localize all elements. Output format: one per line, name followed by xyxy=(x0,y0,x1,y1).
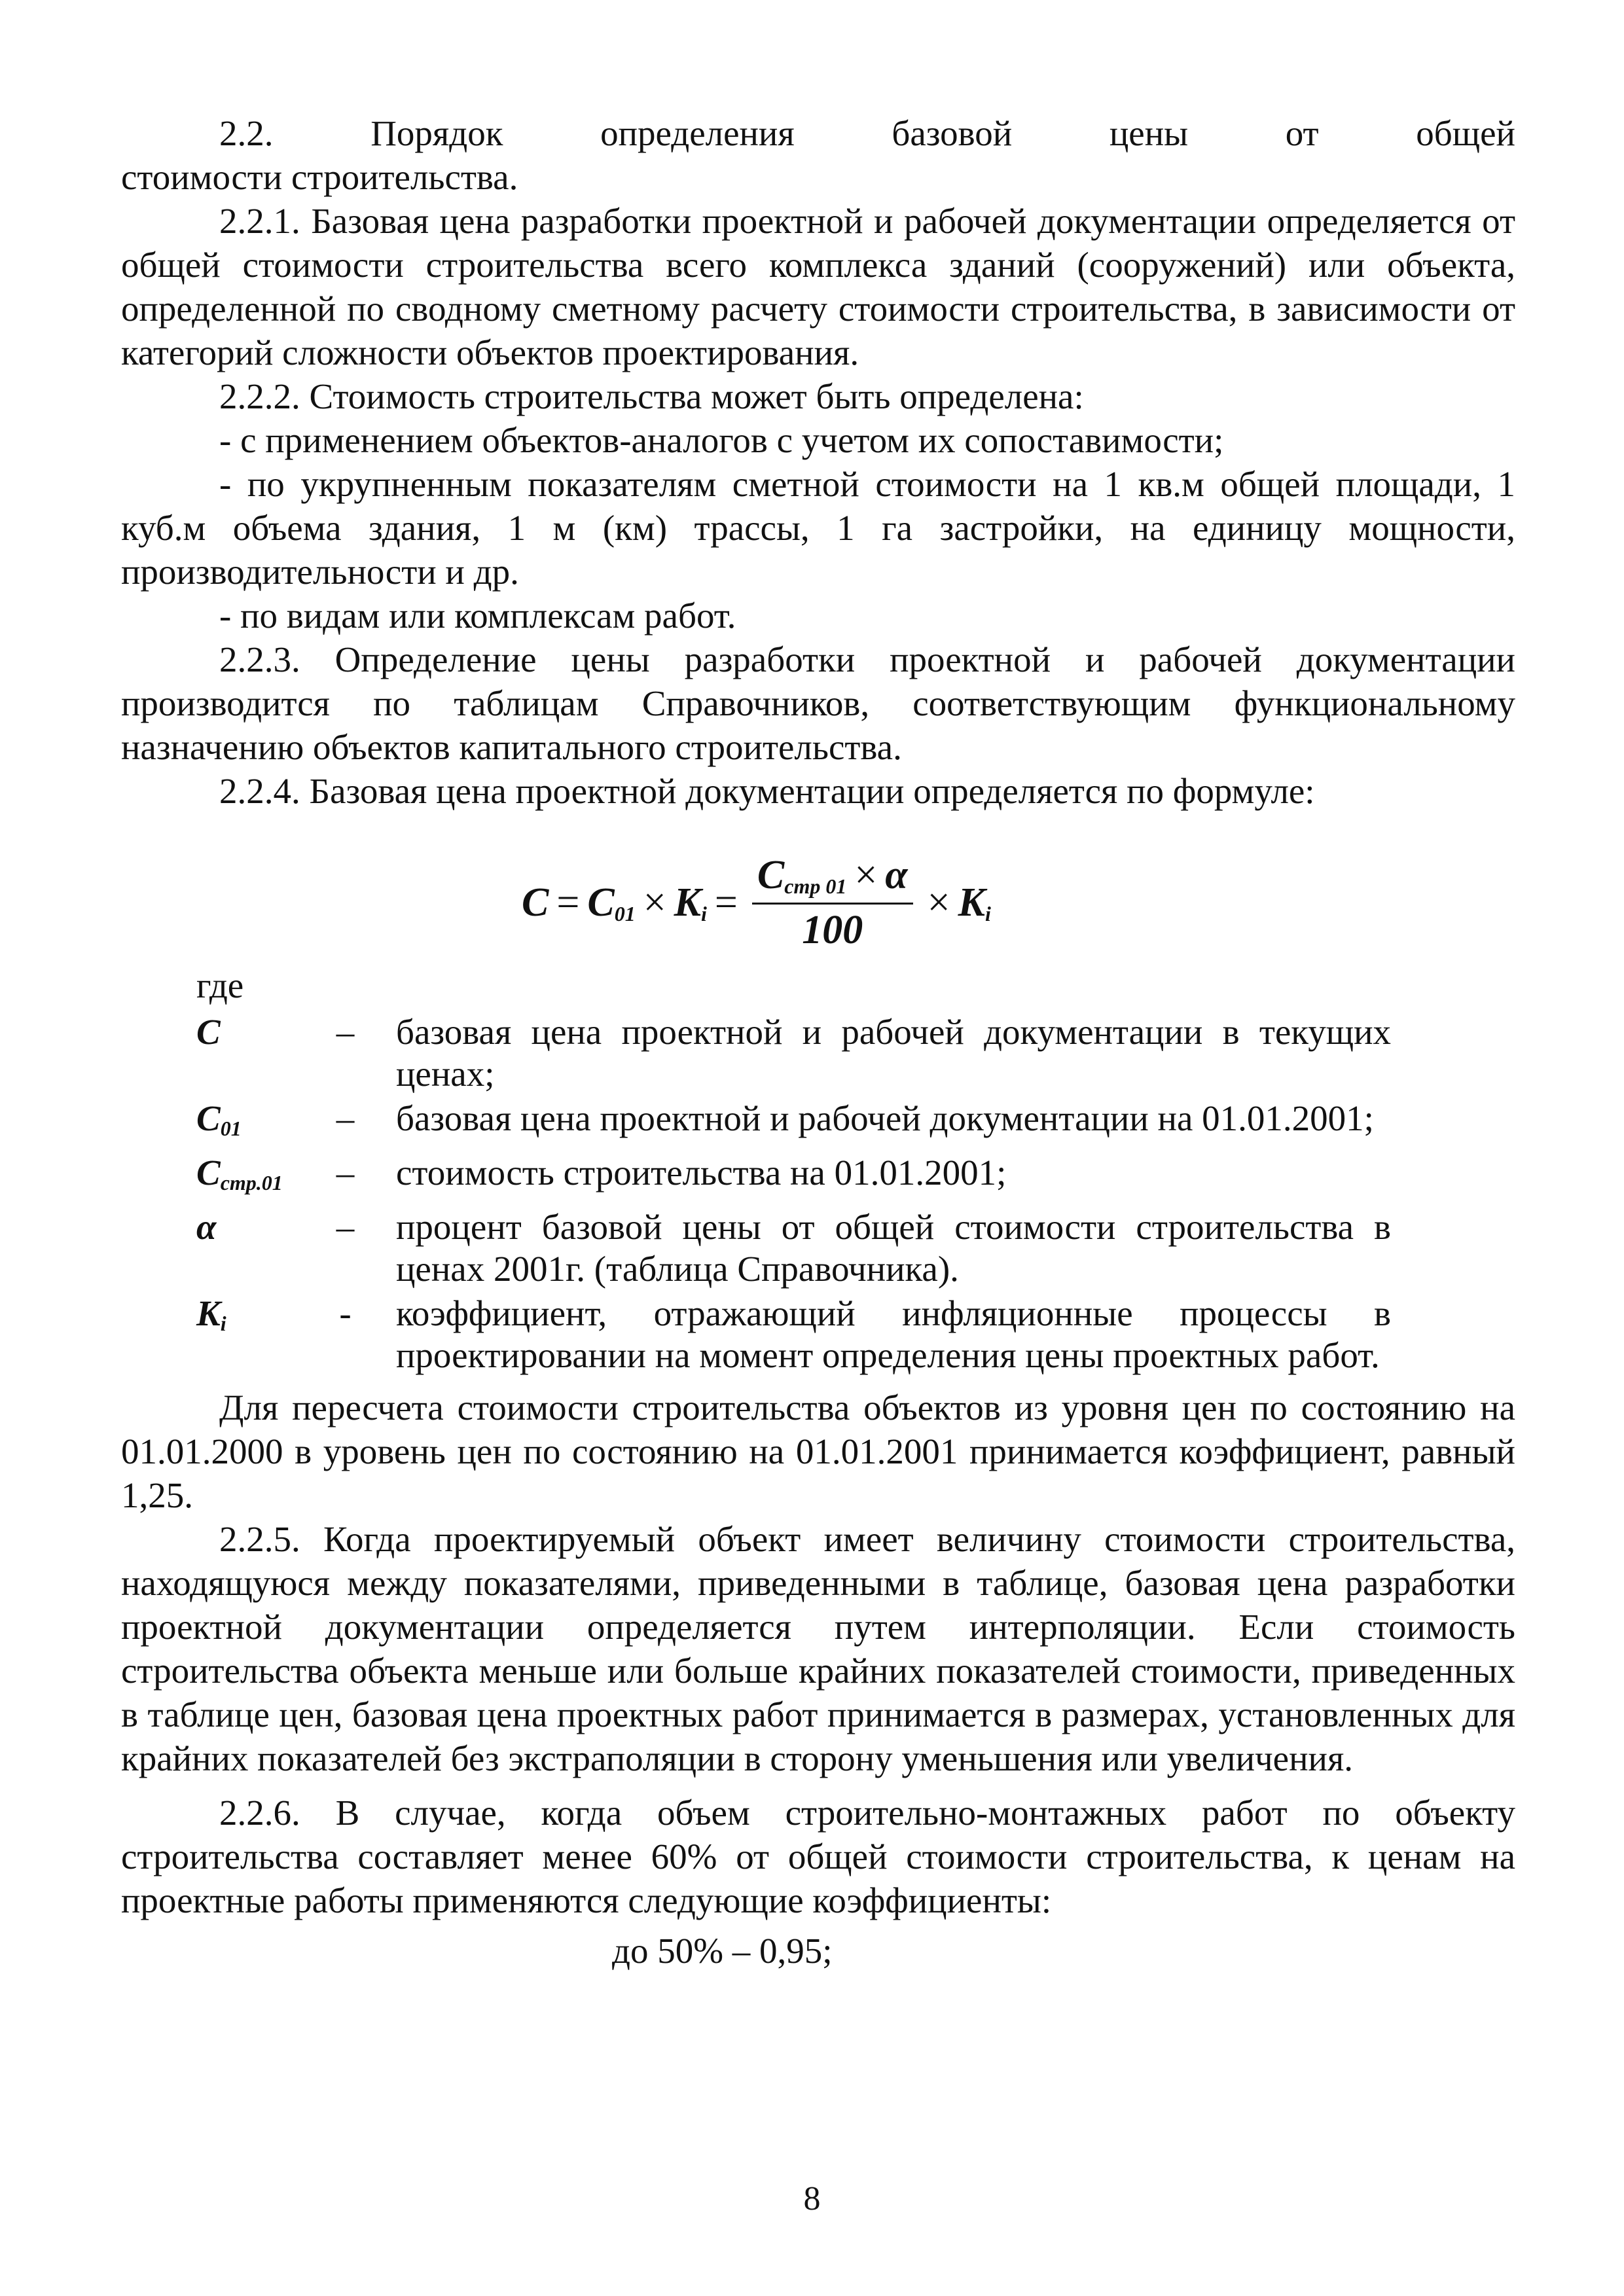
formula-equals: = xyxy=(556,880,580,925)
formula-c: C xyxy=(522,880,549,925)
formula-fraction xyxy=(752,852,913,954)
formula-c01: $C_{01}$ xyxy=(587,880,636,925)
definition-dash: – xyxy=(336,1207,355,1247)
definition-dash: – xyxy=(336,1012,355,1052)
definition-row xyxy=(121,1206,1515,1290)
paragraph-2-2-3: 2.2.3. Определение цены разработки проектной и рабочей документации производится по таблицам Справочников, соответствующим функциональному назначению объектов капитального строительства. xyxy=(121,639,1515,767)
list-item-analogs: - с применением объектов-аналогов с учетом их сопоставимости; xyxy=(219,420,1224,460)
definition-row xyxy=(121,1293,1515,1376)
definition-row xyxy=(121,1152,1515,1204)
heading-word: базовой xyxy=(892,113,1013,153)
price-formula xyxy=(522,852,991,954)
definition-dash: – xyxy=(336,1098,355,1138)
heading-word: определения xyxy=(600,113,795,153)
paragraph-recalc: Для пересчета стоимости строительства объектов из уровня цен по состоянию на 01.01.2000 в уровень цен по состоянию на 01.01.2001 принимается коэффициент, равный 1,25. xyxy=(121,1388,1515,1515)
definition-symbol: C xyxy=(196,1012,221,1052)
fraction-numerator: $C_{стр 01} \times \alpha$ xyxy=(752,852,913,905)
formula-equals: = xyxy=(714,880,738,925)
definition-symbol: $K_i$ xyxy=(196,1293,226,1335)
paragraph-2-2-5: 2.2.5. Когда проектируемый объект имеет величину стоимости строительства, находящуюся между показателями, приведенными в таблице, базовая цена разработки проектной документации определяется путем интерполяции. Если стоимость строительства объекта меньше или больше крайних показателей стоимости, приведенных в таблице цен, базовая цена проектных работ принимается в размерах, установленных для крайних показателей без экстраполяции в сторону уменьшения или увеличения. xyxy=(121,1519,1515,1778)
definition-text: стоимость строительства на 01.01.2001; xyxy=(396,1153,1007,1193)
list-item-indicators: - по укрупненным показателям сметной стоимости на 1 кв.м общей площади, 1 куб.м объема здания, 1 м (км) трассы, 1 га застройки, на единицу мощности, производительности и др. xyxy=(121,464,1515,592)
definition-dash: – xyxy=(336,1153,355,1193)
formula-times: × xyxy=(927,880,950,925)
paragraph-2-2-1: 2.2.1. Базовая цена разработки проектной и рабочей документации определяется от общей стоимости строительства всего комплекса зданий (сооружений) или объекта, определенной по сводному сметному расчету стоимости строительства, в зависимости от категорий сложности объектов проектирования. xyxy=(121,201,1515,372)
paragraph-2-2-6: 2.2.6. В случае, когда объем строительно-монтажных работ по объекту строительства составляет менее 60% от общей стоимости строительства, к ценам на проектные работы применяются следующие коэффициенты: xyxy=(121,1793,1515,1920)
heading-word: Порядок xyxy=(370,113,503,153)
document-page xyxy=(121,111,1515,1973)
definition-text: базовая цена проектной и рабочей документации в текущих ценах; xyxy=(396,1012,1391,1094)
where-label: где xyxy=(196,965,244,1005)
heading-line-2: стоимости строительства. xyxy=(121,157,518,197)
definition-symbol: α xyxy=(196,1207,217,1247)
definition-symbol: $C_{стр.01}$ xyxy=(196,1153,283,1194)
definitions-list xyxy=(121,1011,1515,1376)
formula-ki: $K_i$ xyxy=(958,880,991,925)
coefficient-line: до 50% – 0,95; xyxy=(612,1931,833,1971)
page-number: 8 xyxy=(803,2180,821,2217)
definition-symbol: $C_{01}$ xyxy=(196,1098,242,1140)
section-heading xyxy=(121,111,1515,155)
formula-block xyxy=(121,852,1515,950)
list-item-works: - по видам или комплексам работ. xyxy=(219,596,736,636)
heading-word: от xyxy=(1285,113,1319,153)
paragraph-2-2-2: 2.2.2. Стоимость строительства может быть определена: xyxy=(219,376,1084,416)
paragraph-2-2-4: 2.2.4. Базовая цена проектной документации определяется по формуле: xyxy=(219,771,1315,811)
definition-text: коэффициент, отражающий инфляционные процессы в проектировании на момент определения цены проектных работ. xyxy=(396,1293,1391,1375)
definition-text: процент базовой цены от общей стоимости строительства в ценах 2001г. (таблица Справочника). xyxy=(396,1207,1391,1289)
formula-ki: $K_i$ xyxy=(674,880,707,925)
heading-word: 2.2. xyxy=(219,113,274,153)
definition-row xyxy=(121,1011,1515,1095)
fraction-denominator: 100 xyxy=(802,908,863,952)
definition-row xyxy=(121,1098,1515,1149)
heading-word: общей xyxy=(1416,113,1515,153)
definition-dash: - xyxy=(339,1293,352,1333)
definition-text: базовая цена проектной и рабочей документации на 01.01.2001; xyxy=(396,1098,1374,1138)
heading-word: цены xyxy=(1109,113,1189,153)
formula-times: × xyxy=(643,880,666,925)
